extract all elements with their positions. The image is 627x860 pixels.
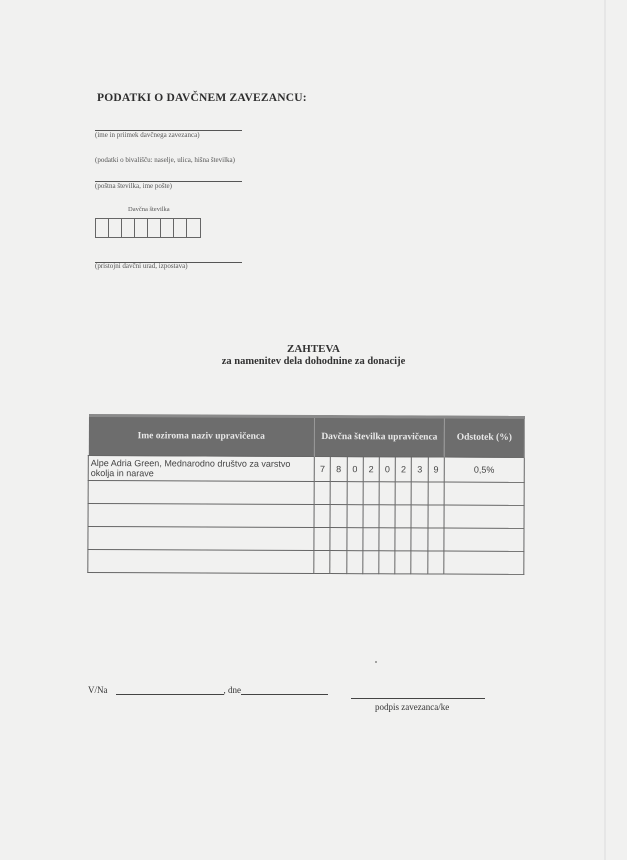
- header-name: Ime oziroma naziv upravičenca: [88, 416, 314, 457]
- scan-edge-line: [604, 0, 606, 860]
- digit-cell[interactable]: [428, 482, 444, 505]
- recipient-name-cell[interactable]: [88, 481, 314, 505]
- percent-cell[interactable]: [444, 551, 524, 574]
- digit-cell[interactable]: [314, 504, 330, 527]
- address-field-label: (podatki o bivališču: naselje, ulica, hišna številka): [95, 156, 235, 164]
- digit-cell[interactable]: [428, 528, 444, 551]
- digit-cell[interactable]: [330, 505, 346, 528]
- recipient-name-cell[interactable]: [88, 550, 314, 574]
- percent-cell[interactable]: [444, 505, 524, 528]
- digit-cell[interactable]: [314, 527, 330, 550]
- digit-cell[interactable]: [347, 505, 363, 528]
- tax-digit-box[interactable]: [148, 219, 161, 237]
- table-row: [88, 527, 524, 552]
- scan-speck: [375, 661, 377, 663]
- tax-digit-box[interactable]: [96, 219, 109, 237]
- digit-cell[interactable]: [379, 528, 395, 551]
- table-header-row: [88, 416, 524, 458]
- digit-cell[interactable]: [347, 482, 363, 505]
- table-row: [88, 550, 524, 575]
- digit-cell[interactable]: [395, 528, 411, 551]
- place-field[interactable]: [116, 684, 224, 695]
- tax-digit-box[interactable]: [135, 219, 148, 237]
- date-field[interactable]: [241, 684, 328, 695]
- digit-cell[interactable]: [427, 551, 443, 574]
- table-row: [88, 481, 524, 506]
- header-percent: Odstotek (%): [444, 417, 524, 457]
- taxpayer-heading: PODATKI O DAVČNEM ZAVEZANCU:: [97, 92, 307, 104]
- tax-number-boxes[interactable]: [95, 218, 201, 238]
- digit-cell[interactable]: [363, 505, 379, 528]
- digit-cell[interactable]: [395, 482, 411, 505]
- signature-label: podpis zavezanca/ke: [375, 702, 450, 712]
- digit-cell[interactable]: [411, 528, 427, 551]
- digit-cell[interactable]: 2: [363, 457, 379, 482]
- tax-digit-box[interactable]: [187, 219, 200, 237]
- tax-digit-box[interactable]: [122, 219, 135, 237]
- digit-cell[interactable]: [411, 505, 427, 528]
- recipient-name-cell[interactable]: Alpe Adria Green, Mednarodno društvo za varstvo okolja in narave: [88, 456, 314, 482]
- place-label: V/Na: [88, 685, 108, 695]
- digit-cell[interactable]: 0: [347, 457, 363, 482]
- date-label: , dne: [223, 685, 241, 695]
- digit-cell[interactable]: [330, 482, 346, 505]
- tax-office-label: (pristojni davčni urad, izpostava): [95, 262, 188, 270]
- digit-cell[interactable]: [395, 505, 411, 528]
- digit-cell[interactable]: [363, 528, 379, 551]
- donations-table: [87, 414, 525, 575]
- post-field-label: (poštna številka, ime pošte): [95, 182, 172, 190]
- request-title: ZAHTEVA: [287, 343, 340, 355]
- digit-cell[interactable]: 9: [428, 457, 444, 482]
- tax-digit-box[interactable]: [109, 219, 122, 237]
- digit-cell[interactable]: 7: [314, 456, 330, 481]
- signature-line[interactable]: [351, 698, 485, 699]
- recipient-name-cell[interactable]: [88, 504, 314, 528]
- digit-cell[interactable]: [346, 551, 362, 574]
- digit-cell[interactable]: 2: [395, 457, 411, 482]
- percent-cell[interactable]: [444, 482, 524, 505]
- digit-cell[interactable]: 3: [412, 457, 428, 482]
- table-row: [88, 456, 524, 483]
- digit-cell[interactable]: [428, 505, 444, 528]
- digit-cell[interactable]: [363, 482, 379, 505]
- digit-cell[interactable]: 0: [379, 457, 395, 482]
- header-tax-number: Davčna številka upravičenca: [314, 416, 444, 457]
- request-subtitle: za namenitev dela dohodnine za donacije: [221, 356, 406, 367]
- digit-cell[interactable]: 8: [331, 457, 347, 482]
- name-field-label: (ime in priimek davčnega zavezanca): [95, 131, 200, 139]
- tax-number-label: Davčna številka: [128, 206, 170, 213]
- table-row: [88, 504, 524, 529]
- digit-cell[interactable]: [330, 551, 346, 574]
- percent-cell[interactable]: 0,5%: [444, 457, 524, 482]
- digit-cell[interactable]: [330, 528, 346, 551]
- tax-digit-box[interactable]: [161, 219, 174, 237]
- tax-digit-box[interactable]: [174, 219, 187, 237]
- digit-cell[interactable]: [346, 528, 362, 551]
- digit-cell[interactable]: [379, 505, 395, 528]
- digit-cell[interactable]: [314, 550, 330, 573]
- digit-cell[interactable]: [363, 551, 379, 574]
- digit-cell[interactable]: [411, 551, 427, 574]
- digit-cell[interactable]: [379, 482, 395, 505]
- digit-cell[interactable]: [412, 482, 428, 505]
- recipient-name-cell[interactable]: [88, 527, 314, 551]
- digit-cell[interactable]: [314, 481, 330, 504]
- percent-cell[interactable]: [444, 528, 524, 551]
- place-date-row: [88, 684, 328, 695]
- digit-cell[interactable]: [379, 551, 395, 574]
- digit-cell[interactable]: [395, 551, 411, 574]
